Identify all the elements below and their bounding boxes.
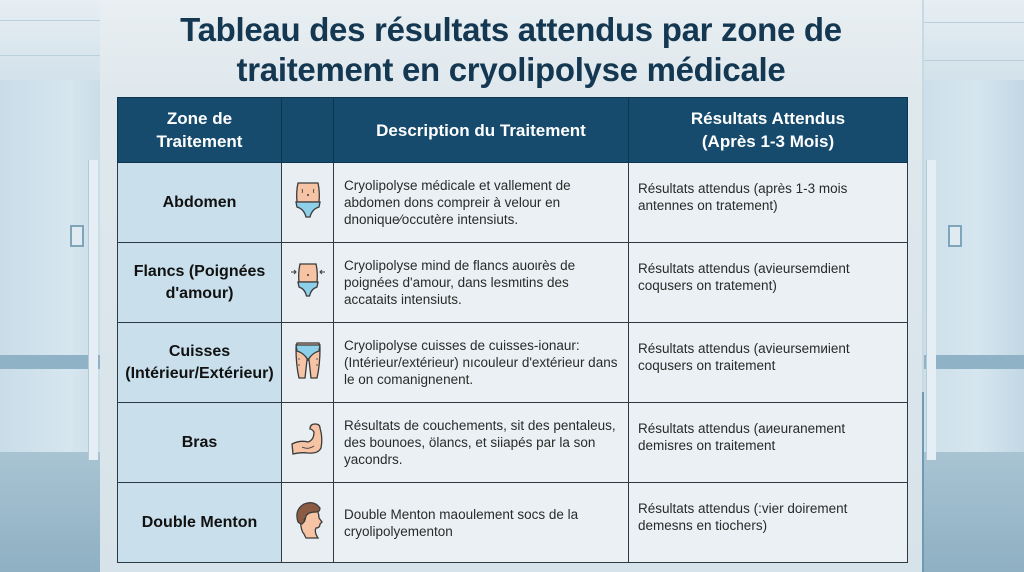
- table-row: [118, 483, 908, 563]
- results-text: Résultats attendus (avieursemᴎient coqusers on traitement: [638, 340, 850, 373]
- description-cell: Double Menton maoulement socs de la cryolipolyementon: [334, 483, 629, 563]
- results-cell: [629, 243, 908, 323]
- results-text: Résultats attendus (aᴎeuranement demisres on traitement: [638, 420, 846, 453]
- column-header-results-label: Résultats Attendus (Après 1-3 Mois): [690, 109, 846, 151]
- page-title: Tableau des résultats attendus par zone de traitement en cryolipolyse médicale: [180, 11, 842, 88]
- column-header-description: Description du Traitement: [334, 98, 629, 163]
- icon-cell: [282, 323, 334, 403]
- results-cell: [629, 163, 908, 243]
- flanks-icon: [290, 260, 326, 300]
- table-row: [118, 163, 908, 243]
- description-cell: Cryolipolyse médicale et vallement de abdomen dons compreir à velour en dnonique⁄occutère intensiuts.: [334, 163, 629, 243]
- corridor-background-right: [906, 0, 1024, 572]
- icon-cell: [282, 483, 334, 563]
- icon-cell: [282, 163, 334, 243]
- zone-label: Cuisses (Intérieur/Extérieur): [125, 342, 274, 382]
- results-text: Résultats attendus (:vier doirement demesns en tiochers): [638, 500, 848, 533]
- results-cell: [629, 483, 908, 563]
- icon-cell: [282, 243, 334, 323]
- zone-cell: Abdomen: [118, 163, 282, 243]
- abdomen-icon: [290, 180, 326, 220]
- column-header-icon: [282, 98, 334, 163]
- arm-icon: [290, 420, 326, 460]
- results-text: Résultats attendus (avieursemdient coqusers on tratement): [638, 260, 850, 293]
- table-row: [118, 243, 908, 323]
- chin-icon: [290, 500, 326, 540]
- column-header-zone: [118, 98, 282, 163]
- column-header-zone-label: Zone de Traitement: [156, 109, 243, 151]
- icon-cell: [282, 403, 334, 483]
- results-cell: [629, 323, 908, 403]
- zone-cell: Bras: [118, 403, 282, 483]
- description-cell: Cryolipolyse cuisses de cuisses-ionaur: (Intérieur/extérieur) nıcouleur d'extérieur dans le on comanignenent.: [334, 323, 629, 403]
- zone-cell: [118, 243, 282, 323]
- description-cell: Résultats de couchements, sit des pentaleus, des bounoes, ölancs, et siiapés par la son yacondrs.: [334, 403, 629, 483]
- results-table: [117, 97, 908, 563]
- thighs-icon: [290, 340, 326, 380]
- zone-label: Flancs (Poignées d'amour): [133, 262, 266, 302]
- zone-cell: Double Menton: [118, 483, 282, 563]
- infographic-panel: [100, 0, 922, 572]
- table-row: [118, 403, 908, 483]
- description-cell: Cryolipolyse mind de flancs auoιrès de poignées d'amour, dans lesmιtins des accataits intensiuts.: [334, 243, 629, 323]
- table-row: [118, 323, 908, 403]
- table-header-row: [118, 98, 908, 163]
- column-header-results: [629, 98, 908, 163]
- zone-cell: [118, 323, 282, 403]
- results-cell: [629, 403, 908, 483]
- results-text: Résultats attendus (après 1-3 mois antennes on tratement): [638, 180, 848, 213]
